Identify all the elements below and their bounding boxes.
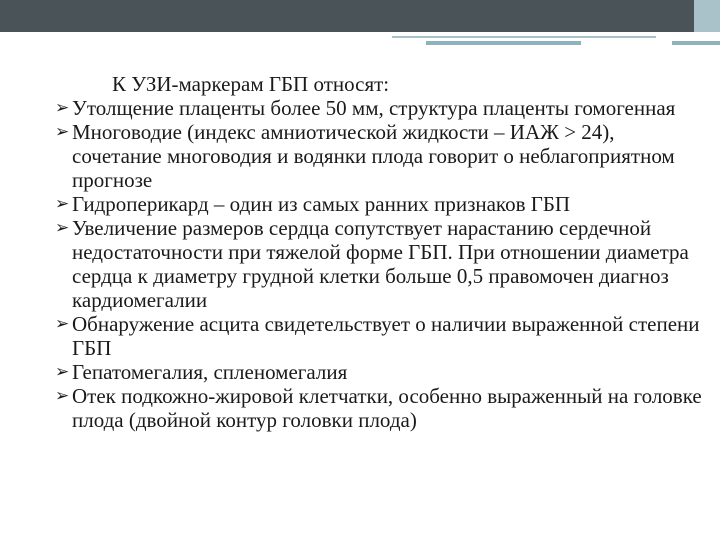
header-accent-block bbox=[694, 0, 720, 32]
list-item bbox=[56, 120, 702, 192]
list-item-text: Отек подкожно-жировой клетчатки, особенно выраженный на головке плода (двойной контур головки плода) bbox=[72, 384, 702, 432]
list-item bbox=[56, 384, 702, 432]
list-item-text: Гидроперикард – один из самых ранних признаков ГБП bbox=[72, 192, 571, 216]
list-item bbox=[56, 312, 702, 360]
list-item-text: Обнаружение асцита свидетельствует о наличии выраженной степени ГБП bbox=[72, 312, 700, 360]
decorative-line bbox=[672, 41, 720, 45]
list-item-text: Увеличение размеров сердца сопутствует нарастанию сердечной недостаточности при тяжелой форме ГБП. При отношении диаметра сердца к диаметру грудной клетки больше 0,5 правомочен диагноз кардиомегалии bbox=[72, 216, 689, 312]
arrow-bullet-icon: ➢ bbox=[55, 194, 70, 214]
arrow-bullet-icon: ➢ bbox=[55, 314, 70, 334]
arrow-bullet-icon: ➢ bbox=[55, 386, 70, 406]
arrow-bullet-icon: ➢ bbox=[55, 122, 70, 142]
list-item bbox=[56, 96, 702, 120]
list-item bbox=[56, 192, 702, 216]
arrow-bullet-icon: ➢ bbox=[55, 218, 70, 238]
decorative-line bbox=[392, 36, 656, 38]
arrow-bullet-icon: ➢ bbox=[55, 98, 70, 118]
list-item-text: Гепатомегалия, спленомегалия bbox=[72, 360, 348, 384]
list-item bbox=[56, 360, 702, 384]
list-item-text: Многоводие (индекс амниотической жидкости – ИАЖ > 24), сочетание многоводия и водянки плода говорит о неблагоприятном прогнозе bbox=[72, 120, 675, 192]
decorative-line bbox=[426, 41, 581, 45]
list-item-text: Утолщение плаценты более 50 мм, структура плаценты гомогенная bbox=[72, 96, 676, 120]
bullet-list bbox=[56, 96, 702, 432]
list-item bbox=[56, 216, 702, 312]
slide-content bbox=[56, 72, 702, 432]
arrow-bullet-icon: ➢ bbox=[55, 362, 70, 382]
header-bar bbox=[0, 0, 720, 32]
slide-intro: К УЗИ-маркерам ГБП относят: bbox=[112, 72, 390, 96]
